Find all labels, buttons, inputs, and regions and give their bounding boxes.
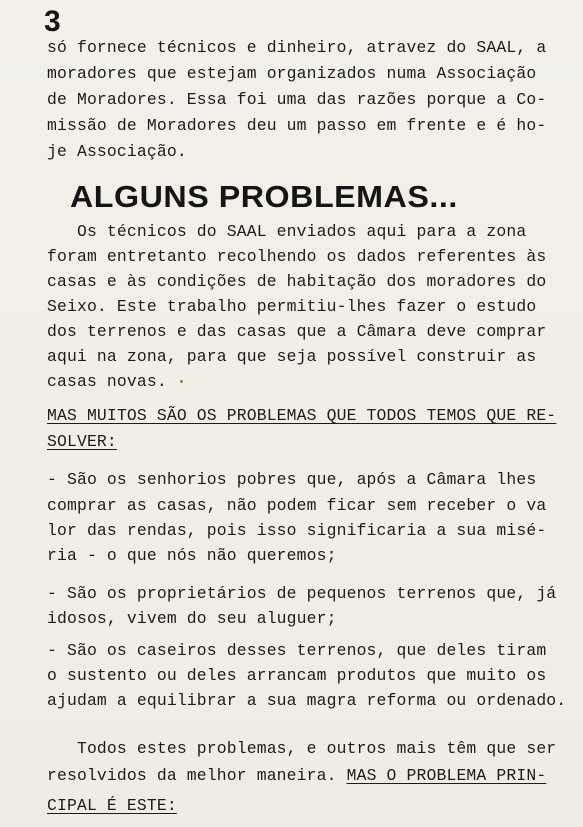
ink-speck <box>180 380 183 383</box>
paragraph-line: aqui na zona, para que seja possível construir as <box>47 347 537 366</box>
paragraph-line: casas e às condições de habitação dos moradores do <box>47 272 547 291</box>
intro-line: moradores que estejam organizados numa Associação <box>47 64 537 83</box>
closing-line <box>47 766 546 786</box>
bullet-line: - São os proprietários de pequenos terrenos que, já <box>47 584 557 603</box>
bullet-line: ria - o que nós não queremos; <box>47 546 337 565</box>
closing-text: resolvidos da melhor maneira. <box>47 766 347 785</box>
bullet-line: - São os caseiros desses terrenos, que deles tiram <box>47 641 547 660</box>
section-heading: ALGUNS PROBLEMAS... <box>70 179 458 214</box>
intro-line: de Moradores. Essa foi uma das razões porque a Co- <box>47 90 547 109</box>
problems-title-line: SOLVER: <box>47 432 117 451</box>
bullet-line: lor das rendas, pois isso significaria a sua misé- <box>47 521 547 540</box>
page-number: 3 <box>44 5 61 38</box>
bullet-line: ajudam a equilibrar a sua magra reforma ou ordenado. <box>47 691 567 710</box>
paragraph-line: dos terrenos e das casas que a Câmara deve comprar <box>47 322 547 341</box>
main-problem-label: MAS O PROBLEMA PRIN- <box>346 766 547 785</box>
main-problem-label-continued: CIPAL É ESTE: <box>47 796 177 815</box>
bullet-line: o sustento ou deles arrancam produtos que muito os <box>47 666 547 685</box>
bullet-line: comprar as casas, não podem ficar sem receber o va <box>47 496 547 515</box>
closing-line: Todos estes problemas, e outros mais têm que ser <box>47 739 557 758</box>
paragraph-line: Seixo. Este trabalho permitiu-lhes fazer o estudo <box>47 297 537 316</box>
bullet-line: - São os senhorios pobres que, após a Câmara lhes <box>47 470 537 489</box>
intro-line: missão de Moradores deu um passo em frente e é ho- <box>47 116 547 135</box>
intro-line: je Associação. <box>47 142 187 161</box>
paragraph-line: casas novas. <box>47 372 167 391</box>
bullet-line: idosos, vivem do seu aluguer; <box>47 609 337 628</box>
paragraph-line: foram entretanto recolhendo os dados referentes às <box>47 247 547 266</box>
paragraph-line: Os técnicos do SAAL enviados aqui para a zona <box>47 222 527 241</box>
intro-line: só fornece técnicos e dinheiro, atravez do SAAL, a <box>47 38 547 57</box>
problems-title-line: MAS MUITOS SÃO OS PROBLEMAS QUE TODOS TEMOS QUE RE- <box>47 406 557 425</box>
